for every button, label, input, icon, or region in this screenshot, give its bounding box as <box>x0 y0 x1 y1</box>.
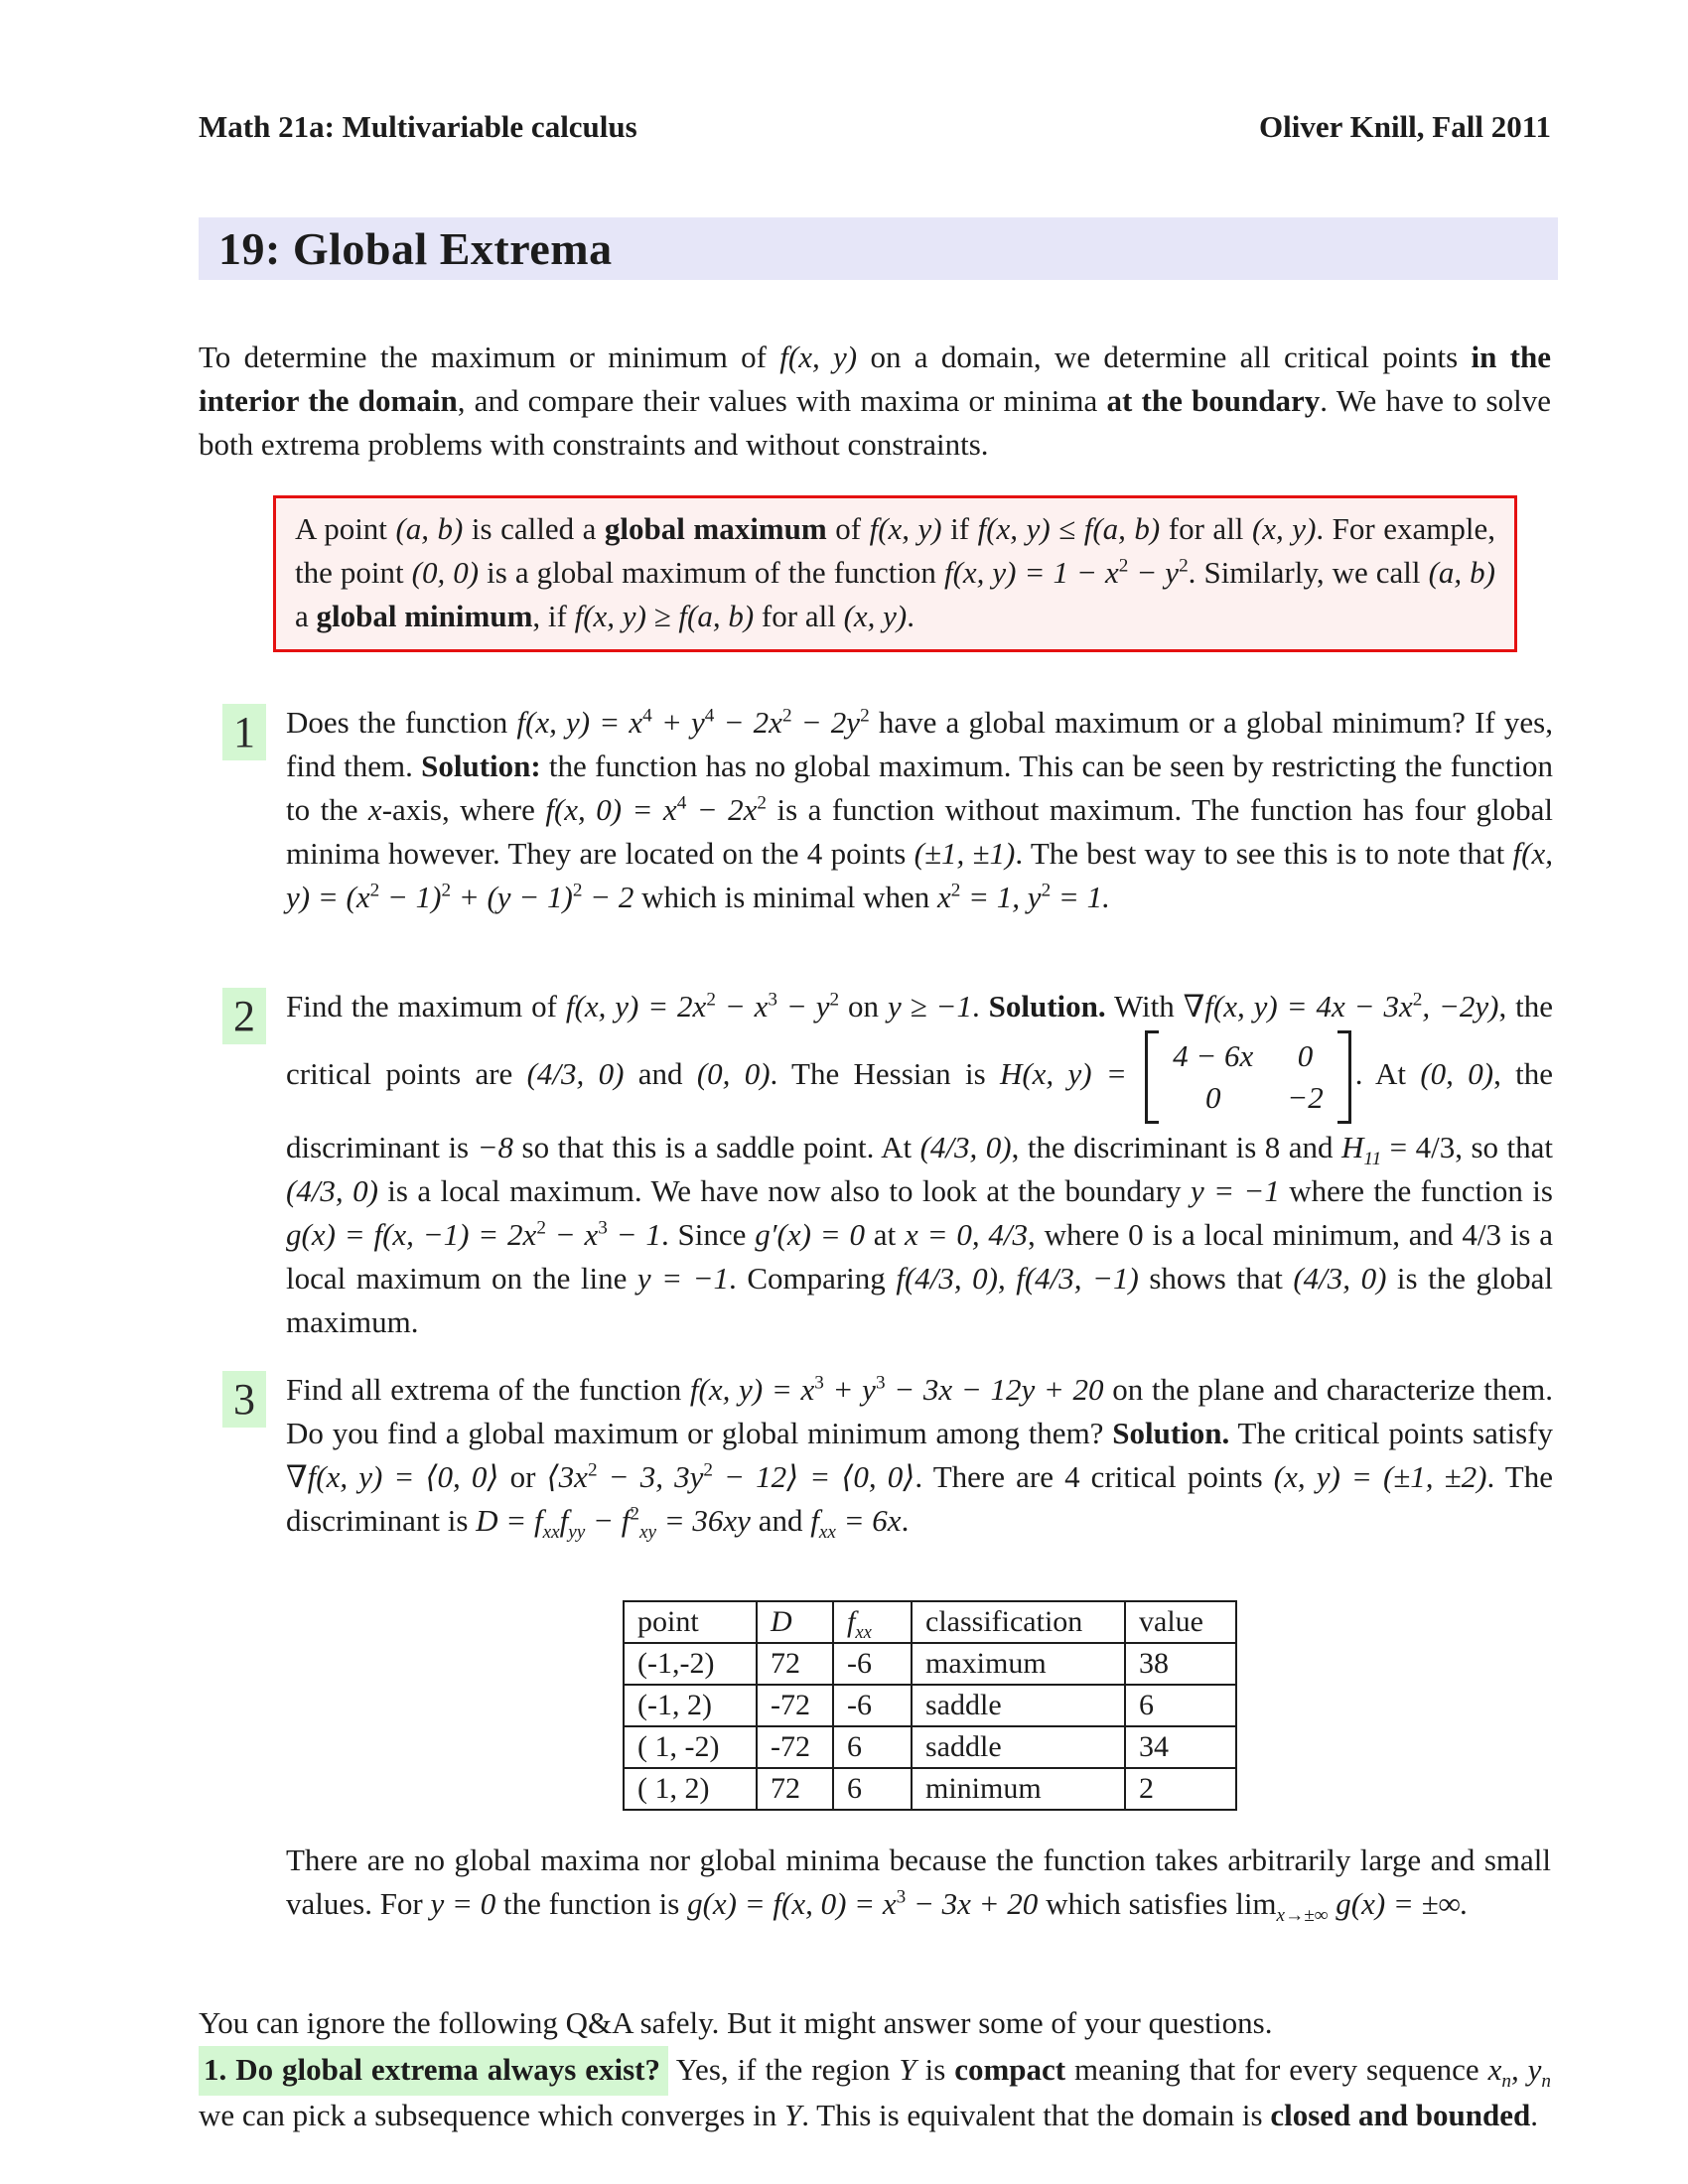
cell-fxx: 6 <box>833 1768 912 1810</box>
qa-answer-paragraph: 1. Do global extrema always exist? Yes, if the region Y is compact meaning that for every sequence $x_n$, $y_n$ we can pick a subsequence which converges in Y. This is equivalent that the domain is closed and bounded. <box>199 2047 1551 2138</box>
cell-discriminant: 72 <box>757 1768 833 1810</box>
problem-2-text: Find the maximum of f(x, $y) = 2x^2 - x^3 - y^2$ on y ≥ −1. Solution. With ∇f(x, $y) = 4x - 3x^2$, −2y), the critical points are (4/3, 0) and (0, 0). The Hessian is H(x, y) = 4 − 6x 0 0 −2 . At (0, 0), the discriminant is −8 so that this is a saddle point. At (4/3, 0), the discriminant is 8 and $H_{11} = 4/3$, so that (4/3, 0) is a local maximum. We have now also to look at the boundary y = −1 where the function is g(x) = f(x, $-1) = 2x^2 - x^3 - 1$. Since g′(x) = 0 at x = 0, 4/3, where 0 is a local minimum, and 4/3 is a local maximum on the line y = −1. Comparing f(4/3, 0), f(4/3, −1) shows that (4/3, 0) is the global maximum. <box>286 989 1554 1339</box>
col-header-fxx: $f_{xx}$ <box>833 1601 912 1643</box>
extrema-table <box>623 1600 1237 1811</box>
col-header-classification: classification <box>912 1601 1125 1643</box>
cell-value: 6 <box>1125 1685 1236 1726</box>
problem-2-number-badge: 2 <box>222 988 266 1044</box>
table-row <box>624 1768 1236 1810</box>
cell-fxx: -6 <box>833 1685 912 1726</box>
cell-fxx: 6 <box>833 1726 912 1768</box>
table-conclusion-paragraph: There are no global maxima nor global minima because the function takes arbitrarily large and small values. For y = 0 the function is g(x) = f(x, $0) = x^3 - 3x + 20$ which satisfies $\lim_{x\to\pm\infty} g(x)$ = ±∞. <box>286 1843 1551 1927</box>
problem-1-text: Does the function f(x, $y) = x^4 + y^4 - 2x^2 - 2y^2$ have a global maximum or a global minimum? If yes, find them. Solution: the function has no global maximum. This can be seen by restricting the function to the x-axis, where f(x, $0) = x^4 - 2x^2$ is a function without maximum. The function has four global minima however. They are located on the 4 points (±1, ±1). The best way to see this is to note that f(x, $y) = (x^2 - 1)^2 + (y - 1)^2 - 2$ which is minimal when $x^2 = 1$, $y^2 = 1$. <box>286 705 1553 914</box>
definition-box: A point (a, b) is called a global maximum of f(x, y) if f(x, y) ≤ f(a, b) for all (x, y). For example, the point (0, 0) is a global maximum of the function f(x, $y) = 1 - x^2 - y^2$. Similarly, we call (a, b) a global minimum, if f(x, y) ≥ f(a, b) for all (x, y). <box>273 495 1517 652</box>
hessian-matrix <box>1145 1030 1351 1124</box>
cell-point: (-1,-2) <box>624 1643 757 1685</box>
col-header-discriminant: D <box>757 1601 833 1643</box>
problem-1-number-badge: 1 <box>222 704 266 760</box>
matrix-entry: 4 − 6x <box>1173 1038 1254 1073</box>
cell-fxx: -6 <box>833 1643 912 1685</box>
cell-discriminant: -72 <box>757 1726 833 1768</box>
problem-2 <box>222 985 1553 1344</box>
problem-3-number-badge: 3 <box>222 1371 266 1428</box>
cell-point: (-1, 2) <box>624 1685 757 1726</box>
intro-paragraph: To determine the maximum or minimum of f(x, y) on a domain, we determine all critical points in the interior the domain, and compare their values with maxima or minima at the boundary. We have to solve both extrema problems with constraints and without constraints. <box>199 340 1551 462</box>
cell-classification: minimum <box>912 1768 1125 1810</box>
problem-3 <box>222 1368 1553 1543</box>
cell-classification: maximum <box>912 1643 1125 1685</box>
col-header-value: value <box>1125 1601 1236 1643</box>
cell-discriminant: -72 <box>757 1685 833 1726</box>
qa-intro-paragraph: You can ignore the following Q&A safely. But it might answer some of your questions. <box>199 2005 1273 2040</box>
problem-1 <box>222 701 1553 919</box>
cell-value: 38 <box>1125 1643 1236 1685</box>
matrix-entry: 0 <box>1297 1038 1314 1073</box>
cell-classification: saddle <box>912 1685 1125 1726</box>
table-row <box>624 1643 1236 1685</box>
table-header-row <box>624 1601 1236 1643</box>
cell-point: ( 1, -2) <box>624 1726 757 1768</box>
cell-value: 2 <box>1125 1768 1236 1810</box>
cell-value: 34 <box>1125 1726 1236 1768</box>
matrix-entry: 0 <box>1204 1080 1221 1115</box>
problem-3-text: Find all extrema of the function f(x, $y) = x^3 + y^3 - 3x - 12y + 20$ on the plane and characterize them. Do you find a global maximum or global minimum among them? Solution. The critical points satisfy ∇f(x, y) = ⟨0, 0⟩ or $⟨3x^2 - 3$, $3y^2$ − 12⟩ = ⟨0, 0⟩. There are 4 critical points (x, y) = (±1, ±2). The discriminant is $D = f_{xx}f_{yy} - f^2_{xy} = 36xy$ and $f_{xx} = 6x$. <box>286 1372 1554 1544</box>
page-header <box>199 109 1551 145</box>
table-row <box>624 1726 1236 1768</box>
cell-classification: saddle <box>912 1726 1125 1768</box>
table-row <box>624 1685 1236 1726</box>
cell-point: ( 1, 2) <box>624 1768 757 1810</box>
matrix-entry: −2 <box>1287 1080 1324 1115</box>
col-header-point: point <box>624 1601 757 1643</box>
course-title: Math 21a: Multivariable calculus <box>199 109 637 144</box>
author-date: Oliver Knill, Fall 2011 <box>1259 109 1551 144</box>
section-title-bar <box>199 217 1558 280</box>
cell-discriminant: 72 <box>757 1643 833 1685</box>
section-title: 19: Global Extrema <box>218 223 613 274</box>
